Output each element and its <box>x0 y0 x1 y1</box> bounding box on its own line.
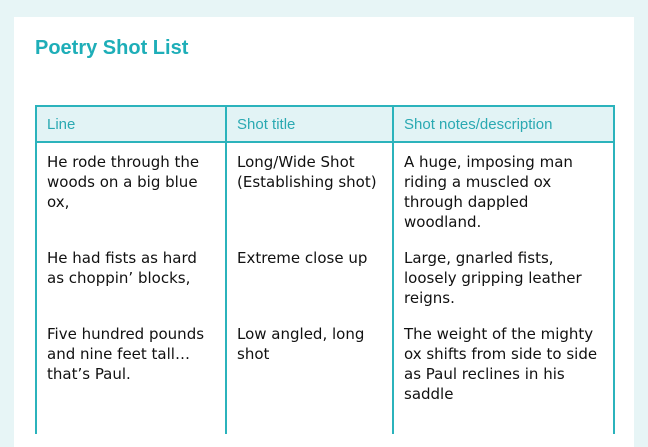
cell-shot-title: Low angled, long shot <box>226 315 393 434</box>
table-row <box>36 315 614 434</box>
cell-line: Five hundred pounds and nine feet tall… that’s Paul. <box>36 315 226 434</box>
cell-shot-notes: A huge, imposing man riding a muscled ox through dappled woodland. <box>393 142 614 239</box>
table-row <box>36 142 614 239</box>
document-page <box>14 17 634 447</box>
cell-shot-title: Long/Wide Shot (Establishing shot) <box>226 142 393 239</box>
cell-shot-notes: Large, gnarled fists, loosely gripping leather reigns. <box>393 239 614 315</box>
cell-shot-title: Extreme close up <box>226 239 393 315</box>
table-header-row <box>36 106 614 142</box>
cell-line: He had fists as hard as choppin’ blocks, <box>36 239 226 315</box>
page-title: Poetry Shot List <box>35 37 189 59</box>
table-row <box>36 239 614 315</box>
header-shot-notes: Shot notes/description <box>393 106 614 142</box>
cell-shot-notes: The weight of the mighty ox shifts from side to side as Paul reclines in his saddle <box>393 315 614 434</box>
header-shot-title: Shot title <box>226 106 393 142</box>
header-line: Line <box>36 106 226 142</box>
cell-line: He rode through the woods on a big blue ox, <box>36 142 226 239</box>
shot-list-table <box>35 105 615 434</box>
